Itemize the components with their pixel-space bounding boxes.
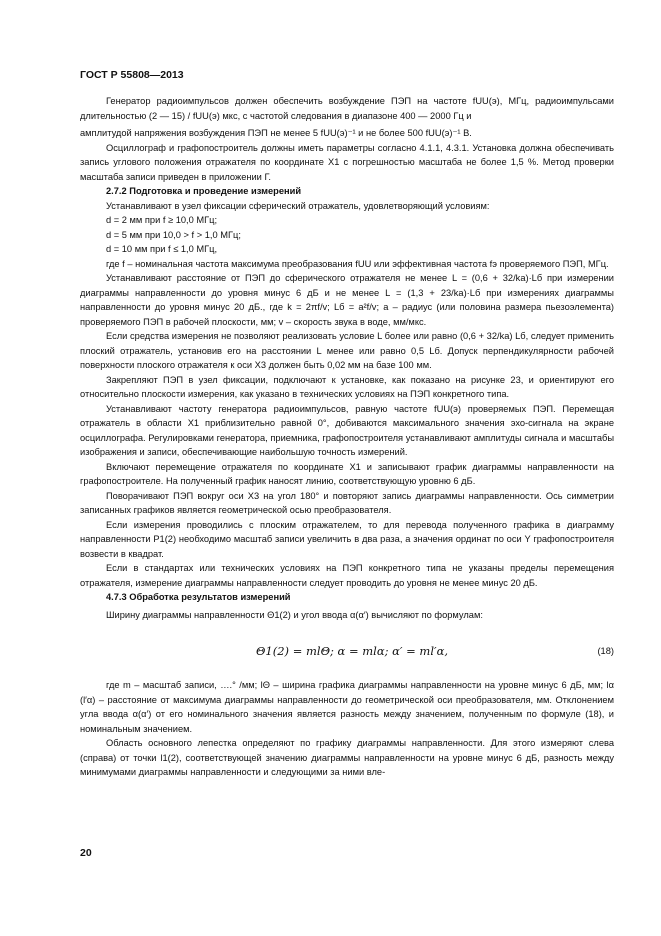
paragraph: Если измерения проводились с плоским отражателем, то для перевода полученного графика в диаграмму направленности P1(2) необходимо масштаб записи увеличить в два раза, а значения ординат по оси Y графопостроителя возвести в квадрат. [80,519,614,559]
list-item: d = 10 мм при f ≤ 1,0 МГц, [106,244,218,254]
paragraph: Устанавливают частоту генератора радиоимпульсов, равную частоте fUU(э) проверяемых ПЭП. Перемещая отражатель в области X1 приблизительно равной 0°, добиваются максимального значения эхо-сигнала на экране осциллографа. Регулировками генератора, приемника, графопостроителя устанавливают амплитуды сигнала и масштабы изображения и записи, обеспечивающие наибольшую точность измерений. [80,403,614,457]
paragraph: Закрепляют ПЭП в узел фиксации, подключают к установке, как показано на рисунке 23, и ориентируют его относительно плоскости измерения, как указано в технических условиях на ПЭП конкретного типа. [80,374,614,399]
paragraph: где m – масштаб записи, ….° /мм; lΘ – ширина графика диаграммы направленности на уровне минус 6 дБ, мм; lα (l′α) – расстояние от максимума диаграммы направленности до геометрической оси преобразователя, мм. Отклонением угла ввода α(α′) от его номинального значения является разность между значением, полученным по формуле (18), и номинальным значением. [80,680,614,734]
paragraph: амплитудой напряжения возбуждения ПЭП не менее 5 fUU(э)⁻¹ и не более 500 fUU(э)⁻¹ В. [80,128,472,138]
paragraph: Ширину диаграммы направленности Θ1(2) и угол ввода α(α′) вычисляют по формулам: [106,609,483,620]
page-header-title: ГОСТ Р 55808—2013 [80,69,184,81]
section-heading: 4.7.3 Обработка результатов измерений [106,592,291,602]
formula-expression: Θ1(2) = mlΘ; α = mlα; α′ = ml′α, [256,644,449,658]
paragraph: Включают перемещение отражателя по координате X1 и записывают график диаграммы направленности на графопостроителе. На полученный график наносят линию, соответствующую уровню 6 дБ. [80,461,614,486]
page-body [80,94,614,780]
paragraph: Осциллограф и графопостроитель должны иметь параметры согласно 4.1.1, 4.3.1. Установка должна обеспечивать запись углового положения отражателя по координате X1 с погрешностью масштаба не более 1,5 %. Метод проверки масштаба записи приведен в приложении Г. [80,142,614,182]
paragraph: где f – номинальная частота максимума преобразования fUU или эффективная частота fэ проверяемого ПЭП, МГц. [106,258,609,269]
page-number: 20 [80,847,92,859]
formula-number: (18) [597,646,614,656]
paragraph: Если средства измерения не позволяют реализовать условие L более или равно (0,6 + 32/ka) Lб, следует применить плоский отражатель, установив его на расстоянии L менее или равно 0,5 Lб. Допуск перпендикулярности рабочей поверхности плоского отражателя к оси X3 должен быть 0,02 мм на базе 100 мм. [80,331,614,370]
formula-18 [80,638,614,668]
list-item: d = 5 мм при 10,0 > f > 1,0 МГц; [106,229,241,240]
section-heading: 2.7.2 Подготовка и проведение измерений [106,186,302,196]
paragraph: Если в стандартах или технических условиях на ПЭП конкретного типа не указаны пределы перемещения отражателя, измерение диаграммы направленности следует проводить до уровня не менее минус 20 дБ. [80,563,614,588]
paragraph: Генератор радиоимпульсов должен обеспечить возбуждение ПЭП на частоте fUU(э), МГц, радиоимпульсами длительностью (2 — 15) / fUU(э) мкс, с частотой следования в диапазоне 400 — 2000 Гц и [80,96,614,121]
paragraph: Поворачивают ПЭП вокруг оси X3 на угол 180° и повторяют запись диаграммы направленности. Ось симметрии записанных графиков является геометрической осью преобразователя. [80,490,614,515]
list-item: d = 2 мм при f ≥ 10,0 МГц; [106,215,218,225]
paragraph: Устанавливают расстояние от ПЭП до сферического отражателя не менее L = (0,6 + 32/ka)·Lб при измерении диаграммы направленности до уровня минус 6 дБ и не менее L = (1,3 + 23/ka)·Lб при измерениях диаграммы направленности до уровня минус 20 дБ., где k = 2πf/v; Lб = a²f/v; a – радиус (или половина размера пьезоэлемента) проверяемого ПЭП в рабочей плоскости, мм; v – скорость звука в воде, мм/мкс. [80,273,614,327]
paragraph: Устанавливают в узел фиксации сферический отражатель, удовлетворяющий условиям: [106,200,490,211]
paragraph: Область основного лепестка определяют по графику диаграммы направленности. Для этого измеряют слева (справа) от точки l1(2), соответствующей значению диаграммы направленности на уровне минус 6 дБ, разность между минимумами диаграммы направленности и следующими за ними вле- [80,738,614,777]
